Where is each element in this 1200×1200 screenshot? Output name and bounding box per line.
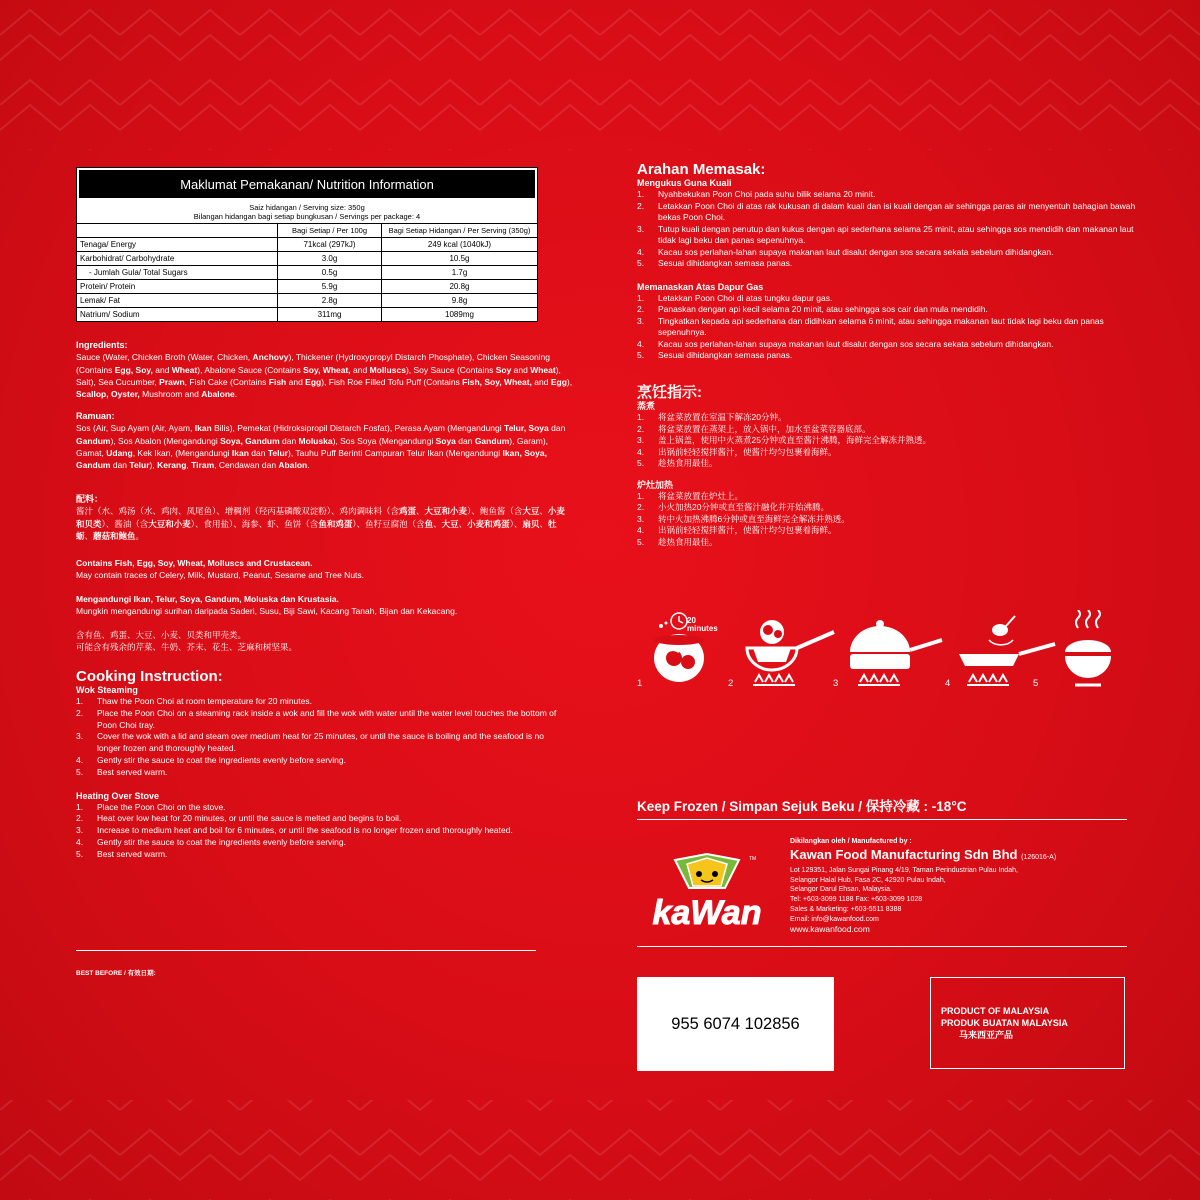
nutrition-grid (77, 224, 537, 321)
origin-zh: 马来西亚产品 (959, 1030, 1014, 1040)
list-item: 5. 趁热食用最佳。 (637, 536, 718, 547)
timer-label: 20 minutes (687, 616, 718, 633)
nutrition-header-row (77, 224, 537, 238)
list-item: 3. Tutup kuali dengan penutup dan kukus dengan api sederhana selama 25 minit, atau sehingga sos mendidih dan makanan laut tidak lagi beku dan panas sepenuhnya. (637, 223, 1134, 245)
step-number: 4 (945, 678, 951, 689)
barcode-box (637, 977, 834, 1071)
manufacturer-info (790, 837, 1150, 934)
per-100g-value: 71kcal (297kJ) (278, 238, 382, 252)
stove-zh-heading: 炉灶加热 (637, 479, 674, 490)
list-item: 2. Letakkan Poon Choi di atas rak kukusan di dalam kuali dan isi kuali dengan air sehingga paras air menyentuh bahagian bawah bekas Poon Choi. (637, 200, 1136, 222)
list-item: 5. Sesuai dihidangkan semasa panas. (637, 350, 793, 360)
kawan-logo-mark (637, 850, 777, 930)
list-item: 4. Kacau sos perlahan-lahan supaya makanan laut disalut dengan sos secara sekata sebelum dihidangkan. (637, 246, 1054, 257)
nutrition-row (77, 238, 537, 252)
ingredients-section (76, 339, 576, 400)
nutrient-name: - Jumlah Gula/ Total Sugars (77, 266, 278, 280)
origin-en: PRODUCT OF MALAYSIA (941, 1006, 1050, 1016)
covered-pot-icon (850, 620, 942, 685)
peiliao-text: 酱汁（水、鸡汤（水、鸡肉、凤尾鱼）、增稠剂（羟丙基磷酸双淀粉）、鸡肉调味料（含鸡蛋、大豆和小麦）、鲍鱼酱（含大豆、小麦和贝类）、酱油（含大豆和小麦）、食用盐）、海参、虾、鱼饼（含鱼和鸡蛋）、鱼籽豆腐泡（含鱼、大豆、小麦和鸡蛋）、扇贝、牡蛎、蘑菇和鲍鱼。 (76, 506, 565, 541)
nutrient-name: Protein/ Protein (77, 280, 278, 294)
allergen-en-contains: Contains Fish, Egg, Soy, Wheat, Molluscs and Crustacean. (76, 558, 313, 568)
per-serving-value: 10.5g (382, 252, 538, 266)
servings-per-package: Bilangan hidangan bagi setiap bungkusan / Servings per package: 4 (193, 212, 421, 221)
wok-steps (76, 696, 561, 779)
allergen-en (76, 557, 576, 582)
nutrient-name: Tenaga/ Energy (77, 238, 278, 252)
gas-heading: Memanaskan Atas Dapur Gas (637, 281, 764, 292)
header-cell (77, 224, 278, 238)
per-100g-value: 0.5g (278, 266, 382, 280)
nutrition-serving-info (77, 200, 537, 224)
heating-over-stove-heading: Heating Over Stove (76, 790, 160, 801)
list-item: 5. Best served warm. (76, 766, 168, 777)
list-item: 4. Kacau sos perlahan-lahan supaya makanan laut disalut dengan sos secara sekata sebelum dihidangkan. (637, 338, 1054, 349)
list-item: 1. 将盆菜放置在炉灶上。 (637, 490, 744, 501)
svg-text:TM: TM (749, 856, 757, 862)
per-100g-value: 2.8g (278, 294, 382, 308)
allergen-zh (76, 629, 576, 654)
origin-ms: PRODUK BUATAN MALAYSIA (941, 1018, 1068, 1028)
nutrition-row (77, 308, 537, 322)
allergen-ms-traces: Mungkin mengandungi surihan daripada Saderi, Susu, Biji Sawi, Kacang Tanah, Bijan dan Kekacang. (76, 606, 458, 617)
ingredients-heading: Ingredients: (76, 340, 128, 350)
origin-box (930, 977, 1125, 1069)
address-line: Selangor Halal Hub, Fasa 2C, 42920 Pulau Indah, (790, 876, 946, 884)
kawan-logo (637, 850, 777, 930)
list-item: 3. Tingkatkan kepada api sederhana dan didihkan selama 6 minit, atau sehingga makanan laut tidak lagi beku dan panas sepenuhnya. (637, 315, 1104, 337)
list-item: 1. Letakkan Poon Choi di atas tungku dapur gas. (637, 292, 833, 303)
wok-steaming-heading: Wok Steaming (76, 685, 138, 695)
nutrient-name: Lemak/ Fat (77, 294, 278, 308)
address-line: Selangor Darul Ehsan, Malaysia. (790, 886, 892, 894)
list-item: 4. 出锅前轻轻搅拌酱汁，使酱汁均匀包裹着海鲜。 (637, 446, 837, 457)
per-serving-value: 249 kcal (1040kJ) (382, 238, 538, 252)
barcode-number: 955 6074 102856 (671, 1014, 800, 1033)
list-item: 5. Best served warm. (76, 848, 168, 859)
serving-size: Saiz hidangan / Serving size: 350g (249, 203, 365, 212)
cooking-ms-title: Arahan Memasak: (637, 161, 766, 178)
nutrition-title: Maklumat Pemakanan/ Nutrition Information (79, 170, 535, 198)
allergen-ms-contains: Mengandungi Ikan, Telur, Soya, Gandum, Moluska dan Krustasia. (76, 594, 339, 604)
step-number: 1 (637, 678, 643, 689)
svg-text:kaWan: kaWan (652, 894, 762, 930)
nutrition-table (76, 167, 538, 322)
list-item: 3. Cover the wok with a lid and steam over medium heat for 25 minutes, or until the sauce is boiling and the seafood is no longer frozen and thoroughly heated. (76, 731, 544, 754)
nutrition-row (77, 252, 537, 266)
list-item: 1. Thaw the Poon Choi at room temperature for 20 minutes. (76, 696, 312, 706)
cooking-en-title: Cooking Instruction: (76, 668, 223, 685)
pan-stir-icon (959, 616, 1055, 685)
list-item: 1. Place the Poon Choi on the stove. (76, 801, 226, 812)
per-100g-value: 3.0g (278, 252, 382, 266)
phone-fax: Tel: +603-3099 1188 Fax: +603-3099 1028 (790, 896, 923, 904)
list-item: 4. Gently stir the sauce to coat the ingredients evenly before serving. (76, 836, 346, 847)
best-before-label: BEST BEFORE / 有效日期: (76, 970, 156, 977)
cooking-instruction-zh (637, 385, 1137, 548)
per-serving-value: 1.7g (382, 266, 538, 280)
peiliao-section (76, 493, 571, 542)
nutrient-name: Karbohidrat/ Carbohydrate (77, 252, 278, 266)
list-item: 2. Place the Poon Choi on a steaming rack inside a wok and fill the wok with water until the water level touches the bottom of Poon Choi tray. (76, 707, 557, 730)
email: Email: info@kawanfood.com (790, 915, 879, 923)
allergen-en-traces: May contain traces of Celery, Milk, Mustard, Peanut, Sesame and Tree Nuts. (76, 570, 365, 581)
sales-phone: Sales & Marketing: +603-5511 8388 (790, 905, 902, 913)
ramuan-text: Sos (Air, Sup Ayam (Air, Ayam, Ikan Bilis), Pemekat (Hidroksipropil Distarch Fosfat), Perasa Ayam (Mengandungi Telur, Soya dan Gandum), Sos Abalon (Mengandungi Soya, Gandum dan Moluska), Sos Soya (Mengandungi Soya dan Gandum), Garam), Gamat, Udang, Kek Ikan, (Mengandungi Ikan dan Telur), Tauhu Puff Berinti Campuran Telur Ikan (Mengandungi Ikan, Soya, Gandum dan Telur), Kerang, Tiram, Cendawan dan Abalon. (76, 423, 566, 471)
steam-steps (637, 412, 1137, 470)
divider (76, 950, 536, 951)
serve-bowl-icon (1065, 610, 1111, 685)
list-item: 3. 盖上锅盖，使用中火蒸煮25分钟或直至酱汁沸腾，海鲜完全解冻并熟透。 (637, 435, 931, 445)
per-100g-value: 311mg (278, 308, 382, 322)
ingredients-text: Sauce (Water, Chicken Broth (Water, Chicken, Anchovy), Thickener (Hydroxypropyl Distarch Phosphate), Chicken Seasoning (Contains Egg, Soy, and Wheat), Abalone Sauce (Contains Soy, Wheat, and Molluscs), Soy Sauce (Contains Soy and Wheat), Salt), Sea Cucumber, Prawn, Fish Cake (Contains Fish and Egg), Fish Roe Filled Tofu Puff (Contains Fish, Soy, Wheat, and Egg), Scallop, Oyster, Mushroom and Abalone. (76, 352, 573, 400)
nutrition-row (77, 280, 537, 294)
list-item: 4. 出锅前轻轻搅拌酱汁，使酱汁均匀包裹着海鲜。 (637, 525, 837, 535)
list-item: 2. Heat over low heat for 20 minutes, or until the sauce is melted and begins to boil. (76, 813, 402, 824)
list-item: 3. Increase to medium heat and boil for 6 minutes, or until the seafood is no longer frozen and thoroughly heated. (76, 825, 513, 836)
stove-steps (76, 802, 561, 861)
keep-frozen-label: Keep Frozen / Simpan Sejuk Beku / 保持冷藏 : -18°C (637, 799, 967, 814)
website: www.kawanfood.com (790, 923, 870, 934)
list-item: 2. 小火加热20分钟或直至酱汁融化并开始沸腾。 (637, 502, 829, 512)
kuali-steps (637, 189, 1137, 270)
kuali-heading: Mengukus Guna Kuali (637, 178, 732, 188)
manufactured-by-label: Dikilangkan oleh / Manufactured by : (790, 838, 912, 845)
per-serving-value: 1089mg (382, 308, 538, 322)
step-number: 3 (833, 678, 839, 689)
cooking-instruction-ms (637, 162, 1137, 362)
per-serving-value: 9.8g (382, 294, 538, 308)
header-cell: Bagi Setiap / Per 100g (278, 224, 382, 238)
allergen-zh-traces: 可能含有残余的芹菜、牛奶、芥末、花生、芝麻和树坚果。 (76, 642, 298, 653)
list-item: 4. Gently stir the sauce to coat the ingredients evenly before serving. (76, 754, 346, 765)
gas-steps (637, 293, 1137, 362)
nutrient-name: Natrium/ Sodium (77, 308, 278, 322)
header-cell: Bagi Setiap Hidangan / Per Serving (350g) (382, 224, 538, 238)
divider (637, 946, 1127, 947)
list-item: 2. Panaskan dengan api kecil selama 20 minit, atau sehingga sos cair dan mula mendidih. (637, 304, 988, 314)
list-item: 5. 趁热食用最佳。 (637, 458, 718, 468)
cooking-zh-title: 烹饪指示: (637, 384, 702, 401)
list-item: 1. Nyahbekukan Poon Choi pada suhu bilik selama 20 minit. (637, 189, 876, 199)
allergen-ms (76, 593, 576, 618)
cooking-icons-row (637, 610, 1127, 700)
stove-zh-steps (637, 491, 1137, 549)
list-item: 1. 将盆菜放置在室温下解冻20分钟。 (637, 412, 787, 422)
list-item: 5. Sesuai dihidangkan semasa panas. (637, 258, 793, 268)
nutrition-row (77, 294, 537, 308)
peiliao-heading: 配料： (76, 494, 104, 504)
per-100g-value: 5.9g (278, 280, 382, 294)
address-line: Lot 129351, Jalan Sungai Pinang 4/19, Taman Perindustrian Pulau Indah, (790, 866, 1018, 874)
step-number: 5 (1033, 678, 1039, 689)
cooking-instruction-en (76, 669, 561, 861)
step-number: 2 (728, 678, 734, 689)
divider (637, 819, 1127, 820)
ramuan-section (76, 410, 576, 471)
per-serving-value: 20.8g (382, 280, 538, 294)
wok-steaming-icon (747, 620, 834, 685)
list-item: 2. 将盆菜放置在蒸架上，放入锅中，加水至盆菜容器底部。 (637, 423, 871, 434)
ramuan-heading: Ramuan: (76, 411, 115, 421)
allergen-zh-contains: 含有鱼、鸡蛋、大豆、小麦、贝类和甲壳类。 (76, 630, 247, 640)
nutrition-row (77, 266, 537, 280)
steam-heading: 蒸煮 (637, 401, 656, 411)
company-name: Kawan Food Manufacturing Sdn Bhd (126016-A) (790, 846, 1057, 862)
list-item: 3. 转中火加热沸腾6分钟或直至海鲜完全解冻并熟透。 (637, 513, 850, 524)
